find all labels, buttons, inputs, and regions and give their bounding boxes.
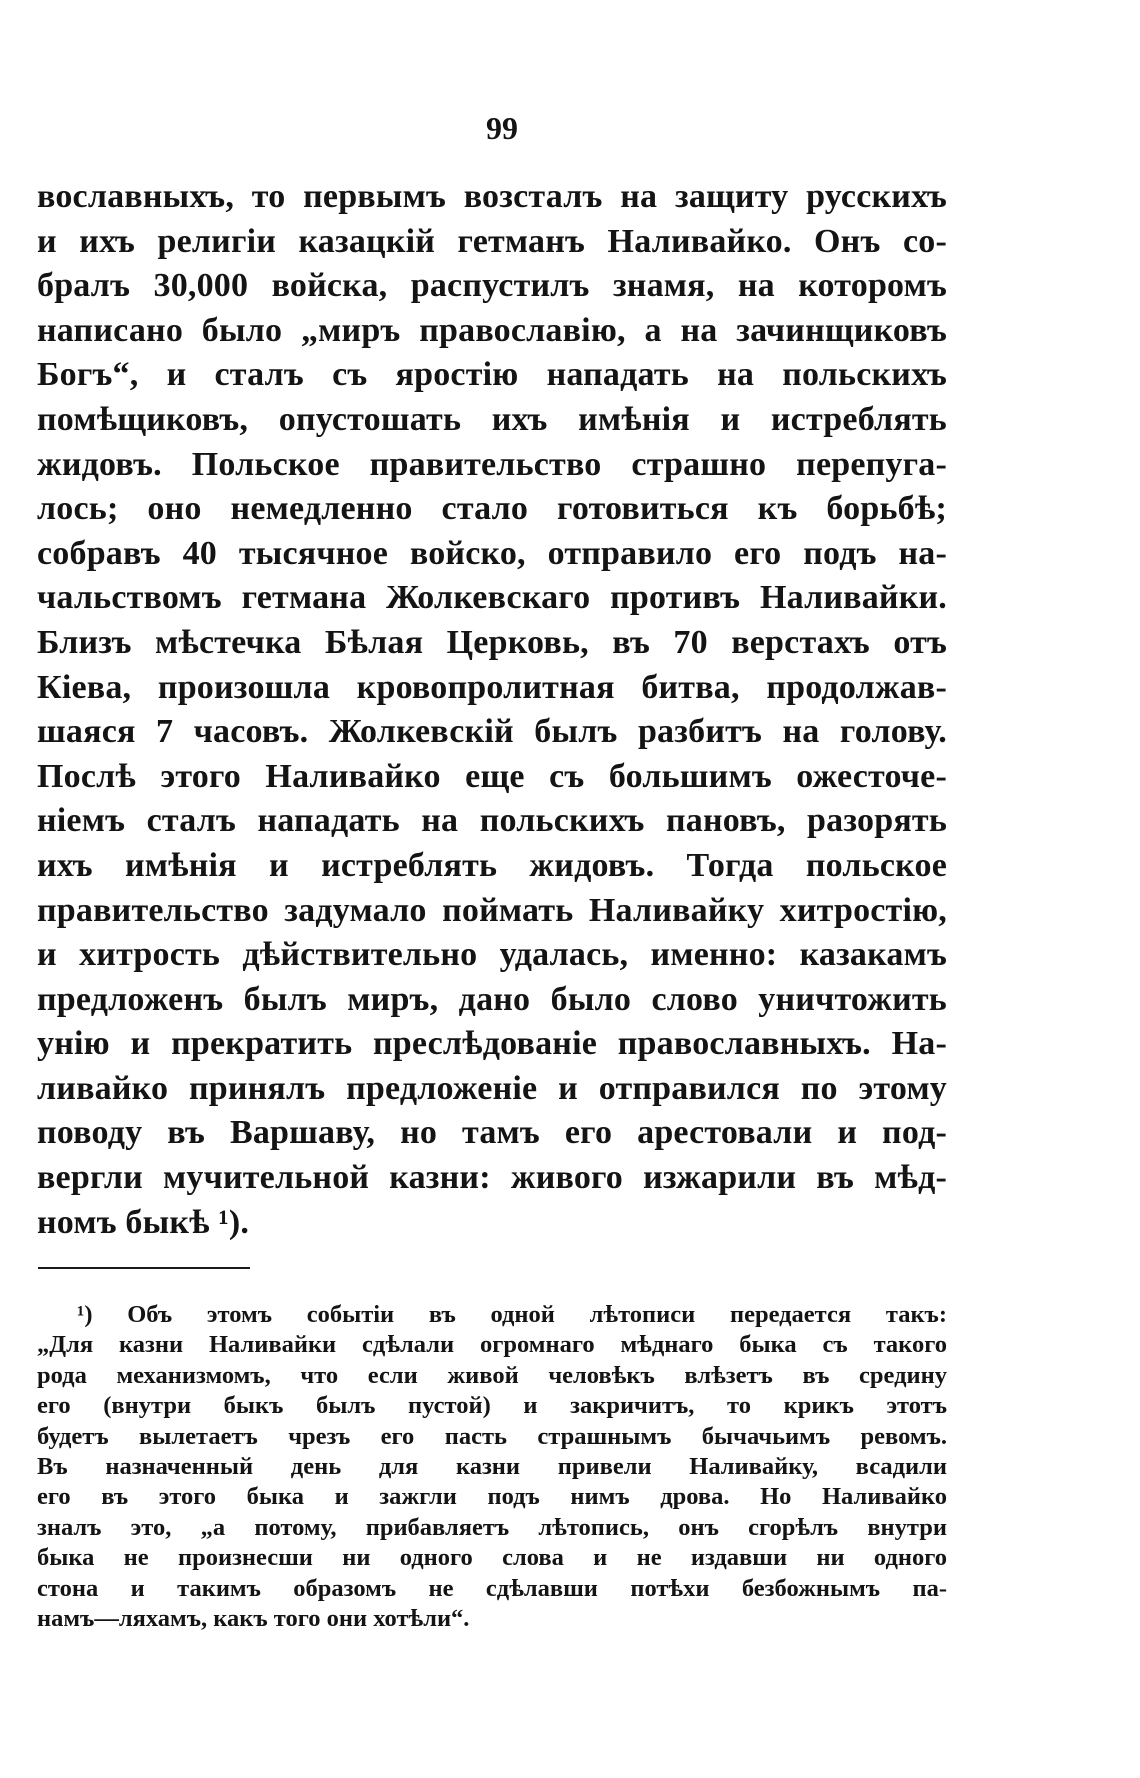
- text-line: номъ быкѣ ¹).: [37, 1203, 250, 1241]
- text-line: ихъ имѣнія и истреблять жидовъ. Тогда польское: [37, 846, 947, 884]
- text-line: жидовъ. Польское правительство страшно перепуга-: [37, 445, 947, 483]
- text-line: и хитрость дѣйствительно удалась, именно: казакамъ: [37, 936, 947, 974]
- text-line: Кіева, произошла кровопролитная битва, продолжав-: [37, 668, 947, 706]
- text-line: написано было „миръ православію, а на зачинщиковъ: [37, 311, 947, 349]
- text-line: Богъ“, и сталъ съ яростію нападать на польскихъ: [37, 356, 947, 394]
- footnote-line: намъ—ляхамъ, какъ того они хотѣли“.: [37, 1604, 470, 1632]
- footnote-line: зналъ это, „а потому, прибавляетъ лѣтопись, онъ сгорѣлъ внутри: [37, 1513, 947, 1541]
- footnote-separator: [38, 1267, 250, 1269]
- main-text: [37, 175, 947, 1245]
- footnote-line: „Для казни Наливайки сдѣлали огромнаго мѣднаго быка съ такого: [37, 1331, 947, 1359]
- footnote-line: быка не произнесши ни одного слова и не издавши ни одного: [37, 1544, 947, 1572]
- footnote-line: его въ этого быка и зажгли подъ нимъ дрова. Но Наливайко: [37, 1483, 947, 1511]
- text-line: шаяся 7 часовъ. Жолкевскій былъ разбитъ на голову.: [37, 713, 947, 751]
- text-line: собравъ 40 тысячное войско, отправило его подъ на-: [37, 534, 947, 572]
- text-line: унію и прекратить преслѣдованіе православныхъ. На-: [37, 1025, 947, 1063]
- footnote-line: его (внутри быкъ былъ пустой) и закричитъ, то крикъ этотъ: [37, 1392, 947, 1420]
- text-line: помѣщиковъ, опустошать ихъ имѣнія и истреблять: [37, 400, 947, 438]
- footnote-line: будетъ вылетаетъ чрезъ его пасть страшнымъ бычачьимъ ревомъ.: [37, 1422, 947, 1450]
- footnote-line: рода механизмомъ, что если живой человѣкъ влѣзетъ въ средину: [37, 1361, 947, 1389]
- footnote-line: стона и такимъ образомъ не сдѣлавши потѣхи безбожнымъ па-: [37, 1574, 947, 1602]
- footnote-line: Въ назначенный день для казни привели Наливайку, всадили: [37, 1452, 947, 1480]
- text-line: предложенъ былъ миръ, дано было слово уничтожить: [37, 980, 947, 1018]
- text-line: и ихъ религіи казацкій гетманъ Наливайко. Онъ со-: [37, 222, 947, 260]
- text-line: Послѣ этого Наливайко еще съ большимъ ожесточе-: [37, 757, 947, 795]
- footnote: [37, 1300, 947, 1634]
- footnote-line: ¹) Объ этомъ событіи въ одной лѣтописи передается такъ:: [77, 1301, 947, 1328]
- text-line: чальствомъ гетмана Жолкевскаго противъ Наливайки.: [37, 579, 947, 617]
- text-line: правительство задумало поймать Наливайку хитростію,: [37, 891, 947, 929]
- page-number: 99: [486, 110, 518, 146]
- text-line: вославныхъ, то первымъ возсталъ на защиту русскихъ: [37, 178, 947, 215]
- text-line: ливайко принялъ предложеніе и отправился по этому: [37, 1069, 947, 1107]
- text-line: бралъ 30,000 войска, распустилъ знамя, на которомъ: [37, 267, 947, 305]
- text-line: вергли мучительной казни: живого изжарили въ мѣд-: [37, 1159, 947, 1197]
- text-line: поводу въ Варшаву, но тамъ его арестовали и под-: [37, 1114, 947, 1152]
- text-line: лось; оно немедленно стало готовиться къ борьбѣ;: [37, 490, 947, 528]
- text-line: ніемъ сталъ нападать на польскихъ пановъ, разорять: [37, 802, 947, 840]
- text-line: Близъ мѣстечка Бѣлая Церковь, въ 70 верстахъ отъ: [37, 623, 947, 661]
